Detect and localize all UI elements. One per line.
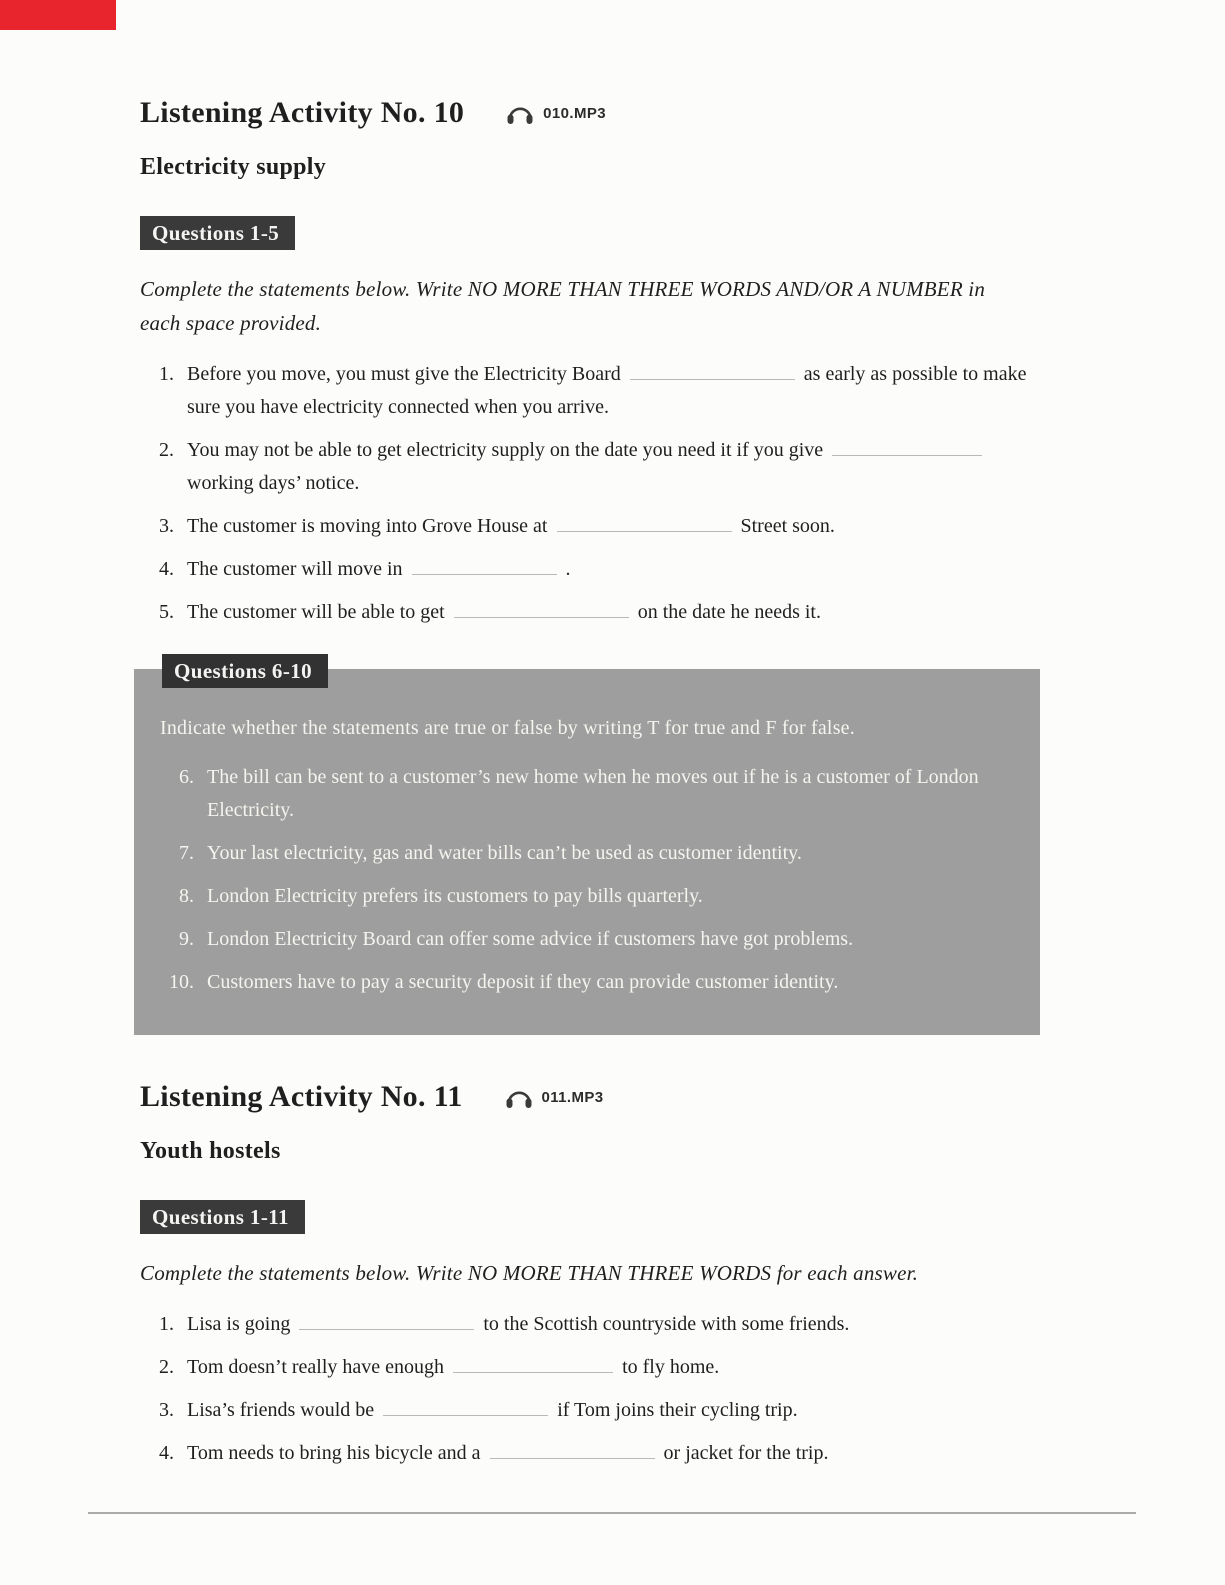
question-item (140, 358, 1035, 424)
question-text: Lisa is going to the Scottish countryside with some friends. (187, 1313, 850, 1335)
question-number: 6. (179, 766, 194, 788)
question-number: 7. (179, 842, 194, 864)
headphones-icon (505, 1086, 533, 1109)
questions-6-10-badge: Questions 6-10 (162, 654, 328, 688)
question-number: 4. (159, 558, 174, 580)
activity-11-title-row (140, 1079, 1035, 1115)
activity-11-audio-group (505, 1086, 604, 1109)
answer-blank (412, 562, 557, 575)
question-text: The customer is moving into Grove House at Street soon. (187, 515, 835, 537)
question-text: The customer will move in . (187, 558, 571, 580)
activity-10-section (140, 95, 1035, 1035)
question-text: Lisa’s friends would be if Tom joins their cycling trip. (187, 1399, 798, 1421)
audio-file-label: 010.MP3 (543, 104, 607, 122)
questions-1-5-badge: Questions 1-5 (140, 216, 295, 250)
question-item (160, 966, 1014, 999)
questions-1-11-instruction: Complete the statements below. Write NO MORE THAN THREE WORDS for each answer. (140, 1261, 919, 1285)
questions-1-11-list (140, 1308, 1035, 1470)
question-text: Before you move, you must give the Electricity Board as early as possible to make sure you have electricity connected when you arrive. (187, 363, 1027, 418)
question-item (140, 1437, 1035, 1470)
answer-blank (630, 367, 795, 380)
answer-blank (490, 1446, 655, 1459)
question-number: 1. (159, 363, 174, 385)
true-false-panel-body (134, 669, 1040, 1035)
question-text: Tom doesn’t really have enough to fly home. (187, 1356, 720, 1378)
activity-11-subtitle: Youth hostels (140, 1138, 281, 1164)
question-item (160, 837, 1014, 870)
questions-6-10-list (160, 761, 1014, 999)
headphones-icon (506, 102, 534, 125)
question-item (140, 1308, 1035, 1341)
question-item (140, 553, 1035, 586)
answer-blank (557, 519, 732, 532)
activity-10-audio-group (506, 102, 606, 125)
question-text: Your last electricity, gas and water bills can’t be used as customer identity. (207, 842, 802, 864)
question-number: 8. (179, 885, 194, 907)
questions-6-10-instruction: Indicate whether the statements are true or false by writing T for true and F for false. (160, 717, 855, 739)
questions-1-11-badge: Questions 1-11 (140, 1200, 305, 1234)
question-number: 4. (159, 1442, 174, 1464)
question-text: Tom needs to bring his bicycle and a or jacket for the trip. (187, 1442, 829, 1464)
question-item (160, 923, 1014, 956)
question-item (160, 761, 1014, 827)
question-number: 3. (159, 515, 174, 537)
questions-1-5-instruction: Complete the statements below. Write NO MORE THAN THREE WORDS AND/OR A NUMBER in each space provided. (140, 277, 986, 335)
answer-blank (832, 443, 982, 456)
question-item (160, 880, 1014, 913)
red-corner-mark (0, 0, 116, 30)
answer-blank (383, 1403, 548, 1416)
question-text: You may not be able to get electricity supply on the date you need it if you give working days’ notice. (187, 434, 1035, 500)
true-false-panel (134, 659, 1040, 1035)
questions-1-5-list (140, 358, 1035, 629)
question-number: 2. (159, 1356, 174, 1378)
question-text: London Electricity Board can offer some advice if customers have got problems. (207, 928, 854, 950)
activity-10-title: Listening Activity No. 10 (140, 96, 465, 129)
activity-11-section (140, 1079, 1035, 1470)
question-number: 3. (159, 1399, 174, 1421)
answer-blank (454, 605, 629, 618)
activity-10-title-row (140, 95, 1035, 131)
question-number: 9. (179, 928, 194, 950)
question-item (140, 434, 1035, 500)
activity-10-subtitle: Electricity supply (140, 154, 327, 180)
audio-file-label: 011.MP3 (541, 1088, 604, 1106)
question-text: The bill can be sent to a customer’s new home when he moves out if he is a customer of London Electricity. (207, 766, 979, 821)
answer-blank (299, 1317, 474, 1330)
answer-blank (453, 1360, 613, 1373)
question-text: The customer will be able to get on the date he needs it. (187, 601, 821, 623)
question-item (140, 510, 1035, 543)
question-number: 10. (169, 971, 194, 993)
question-item (140, 1351, 1035, 1384)
page-bottom-rule (88, 1512, 1136, 1514)
activity-11-title: Listening Activity No. 11 (140, 1080, 463, 1113)
question-number: 5. (159, 601, 174, 623)
question-item (140, 596, 1035, 629)
question-number: 2. (159, 439, 174, 461)
question-item (140, 1394, 1035, 1427)
question-text: London Electricity prefers its customers to pay bills quarterly. (207, 885, 703, 907)
question-number: 1. (159, 1313, 174, 1335)
question-text: Customers have to pay a security deposit if they can provide customer identity. (207, 971, 839, 993)
